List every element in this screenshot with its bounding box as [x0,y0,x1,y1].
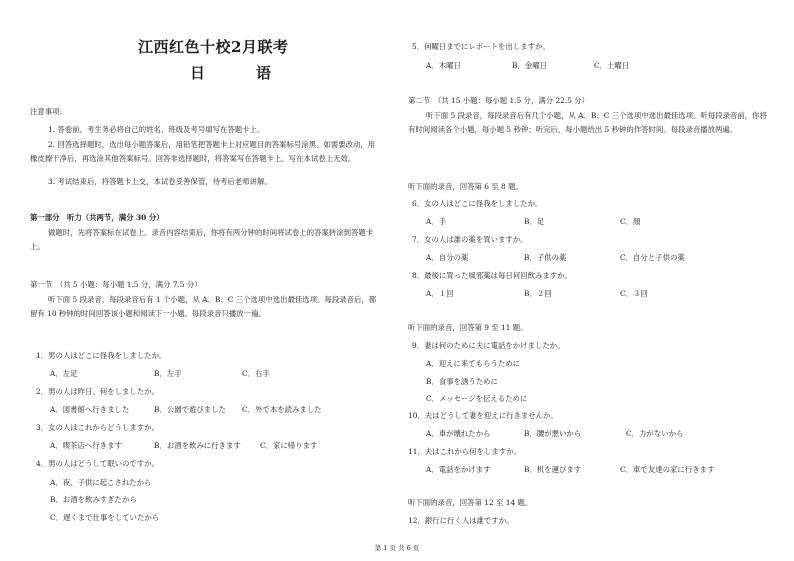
q10-option-b: B．腰が悪いから [524,429,582,438]
section1-heading: 第一节 （共 5 小题：每小题 1.5 分，满分 7.5 分） [30,280,202,289]
question-10: 10．夫はどうして妻を迎えに行きませんか。 [408,411,558,420]
q8-option-b: B．２回 [524,289,552,298]
section2-intro: 听下面 5 段录音，每段录音后有几个小题，从 A、B、C 三个选项中选出最佳选项。听每段录音前，你将有时间阅读各个小题，每小题 5 秒钟；听完后，每小题给出 5 秒钟的作答时间。每段录音播放两遍。 [408,111,767,134]
q6-option-c: C．顔 [620,217,641,226]
notice-heading: 注意事项: [30,107,63,116]
group2-lead: 听下面的录音，回答第 9 至 11 题。 [408,323,528,332]
q7-option-c: C．自分と子供の薬 [620,253,685,262]
question-4: 4．男の人はどうして眠いのですか。 [36,459,159,468]
q2-option-b: B．公園で遊びました [154,405,226,414]
q5-option-c: C．土曜日 [594,61,630,70]
q10-option-a: A．車が壊れたから [426,429,491,438]
question-1: 1．男の人はどこに怪我をしましたか。 [36,351,167,360]
q11-option-a: A．電話をかけます [426,465,491,474]
q8-option-c: C．３回 [620,289,648,298]
q11-option-b: B．机を運びます [524,465,582,474]
group1-lead: 听下面的录音，回答第 6 至 8 题。 [408,182,523,191]
question-11: 11．夫はこれから何をしますか。 [408,447,521,456]
q6-option-a: A．手 [426,217,447,226]
question-8: 8．最後に買った風邪薬は毎日何回飲みますか。 [412,271,572,280]
notice-item-1: 1. 答卷前，考生务必将自己的姓名、班级及考号填写在答题卡上。 [48,125,265,134]
q1-option-a: A．左足 [50,369,78,378]
q8-option-a: A．１回 [426,289,454,298]
q10-option-c: C．力がないから [626,429,684,438]
exam-title: 江西红色十校2月联考 [138,38,289,56]
q3-option-c: C．家に帰ります [260,441,318,450]
question-2: 2．男の人は昨日、何をしましたか。 [36,387,159,396]
q9-option-c: C．メッセージを伝えるために [426,394,528,403]
q9-option-b: B．食事を誘うために [426,377,498,386]
part1-heading: 第一部分 听力（共两节，满分 30 分） [30,213,164,222]
question-7: 7．女の人は誰の薬を買いますか。 [412,235,528,244]
q1-option-b: B．左手 [154,369,182,378]
notice-item-2: 2. 回答选择题时，选出每小题答案后，用铅笔把答题卡上对应题目的答案标号涂黑。如需要改动，用橡皮擦干净后，再选涂其他答案标号。回答非选择题时，将答案写在答题卡上。写在本试卷上无效。 [30,140,376,163]
subject-title: 日 语 [190,64,290,82]
q1-option-c: C．右手 [242,369,270,378]
question-5: 5．何曜日までにレポートを出しますか。 [412,42,550,51]
q6-option-b: B．足 [524,217,545,226]
section2-heading: 第二节 （共 15 小题：每小题 1.5 分，满分 22.5 分） [408,96,590,105]
q9-option-a: A．迎えに来てもらうために [426,359,521,368]
page-footer: 第 1 页 共 6 页 [374,544,420,552]
section1-intro: 听下面 5 段录音，每段录音后有 1 个小题，从 A、B、C 三个选项中选出最佳选项。每段录音后，都留有 10 秒钟的时间回答该小题和阅读下一小题。每段录音只播放一遍。 [30,295,377,318]
q5-option-a: A．木曜日 [426,61,461,70]
group3-lead: 听下面的录音，回答第 12 至 14 题。 [408,498,533,507]
part1-intro: 做题时，先将答案标在试卷上。录音内容结束后，你将有两分钟的时间将试卷上的答案转涂到答题卡上。 [30,228,374,251]
q7-option-b: B．子供の薬 [524,253,567,262]
q2-option-c: C．外で本を読みました [242,405,322,414]
q11-option-c: C．車で友達の家に行きます [620,465,715,474]
q4-option-b: B．お酒を飲みすぎたから [50,495,137,504]
q4-option-a: A．夜、子供に起こされたから [50,478,152,487]
question-6: 6．女の人はどこに怪我をしましたか。 [412,199,543,208]
question-12: 12．銀行に行く人は誰ですか。 [408,516,514,525]
question-9: 9．妻は何のために夫に電話をかけましたか。 [412,341,565,350]
q5-option-b: B．金曜日 [512,61,547,70]
q7-option-a: A．自分の薬 [426,253,469,262]
q3-option-a: A．喫茶店へ行きます [50,441,122,450]
q3-option-b: B．お酒を飲みに行きます [154,441,241,450]
q2-option-a: A．図書館へ行きました [50,405,130,414]
q4-option-c: C．遅くまで仕事をしていたから [50,513,160,522]
notice-item-3: 3. 考试结束后，将答题卡上交，本试卷妥善保管，待考后老师讲解。 [48,177,272,186]
question-3: 3．女の人はこれからどうしますか。 [36,423,159,432]
